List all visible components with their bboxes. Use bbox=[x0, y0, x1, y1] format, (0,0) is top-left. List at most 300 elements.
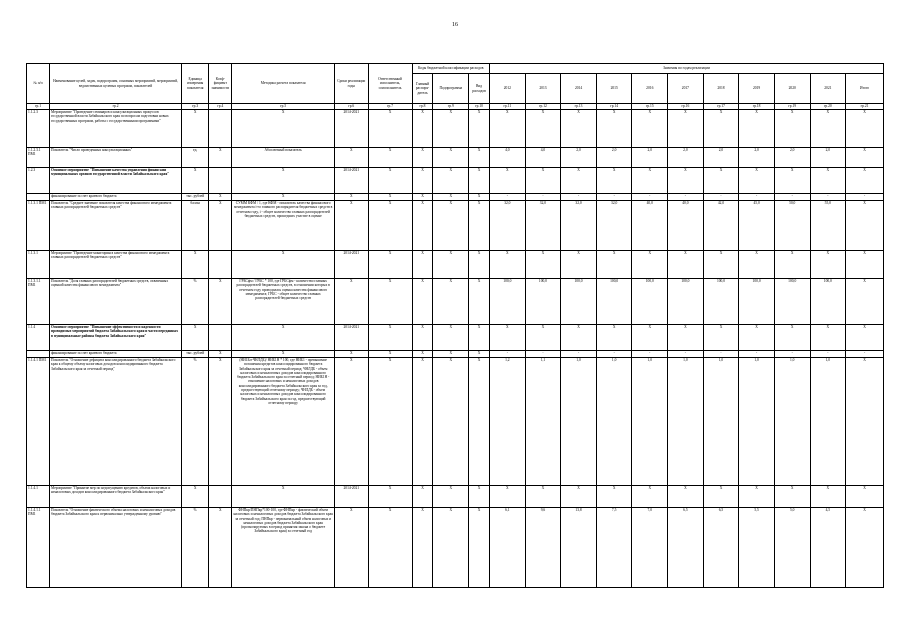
row-cell: 2,0 bbox=[632, 148, 668, 168]
row-cell: X bbox=[469, 201, 490, 251]
row-method: X bbox=[232, 110, 335, 148]
table-row bbox=[27, 486, 884, 508]
row-cell: X bbox=[469, 194, 490, 201]
row-cell: X bbox=[433, 110, 469, 148]
row-method: ФНПкр/ПНПкр*100-100, где ФНПкр - фактический объем налоговых и неналоговых доходов бюджета Забайкальского края за отчетный год; ПНПкр - первоначальный объем налоговых и неналоговых доходов бюджета Забайкальского края (прогнозируемых в период принятия закона о бюджете Забайкальского края) за отчетный год bbox=[232, 508, 335, 588]
row-cell: 9,6 bbox=[525, 508, 561, 588]
row-number: 1.2.3 bbox=[27, 168, 50, 194]
row-cell bbox=[209, 168, 232, 194]
column-number: гр.9 bbox=[433, 104, 469, 110]
row-cell: X bbox=[632, 486, 668, 508]
row-cell: X bbox=[846, 251, 884, 279]
table-row bbox=[27, 325, 884, 351]
row-cell: - bbox=[739, 351, 775, 358]
row-cell: X bbox=[632, 325, 668, 351]
row-cell: X bbox=[739, 486, 775, 508]
program-indicators-table bbox=[26, 63, 884, 588]
column-number: гр.13 bbox=[561, 104, 597, 110]
column-number: гр.19 bbox=[774, 104, 810, 110]
row-cell: X bbox=[632, 168, 668, 194]
table-row bbox=[27, 148, 884, 168]
row-cell: X bbox=[182, 110, 209, 148]
row-cell: 7,0 bbox=[632, 508, 668, 588]
row-cell: - bbox=[525, 351, 561, 358]
row-cell: X bbox=[469, 325, 490, 351]
row-cell: - bbox=[703, 351, 739, 358]
row-cell: X bbox=[368, 351, 412, 358]
row-cell: 100,0 bbox=[774, 279, 810, 325]
row-cell: X bbox=[632, 251, 668, 279]
row-cell: X bbox=[368, 325, 412, 351]
header-year: 2015 bbox=[596, 74, 632, 104]
header-budget-col: Подпрограмма bbox=[433, 74, 469, 104]
row-cell: 1,2 bbox=[490, 358, 526, 486]
row-cell: X bbox=[668, 110, 704, 148]
row-cell: 2014-2021 bbox=[335, 251, 369, 279]
row-cell: X bbox=[368, 201, 412, 251]
row-cell: - bbox=[846, 351, 884, 358]
row-cell: X bbox=[335, 358, 369, 486]
row-cell: - bbox=[774, 194, 810, 201]
row-cell: X bbox=[368, 168, 412, 194]
table-row bbox=[27, 194, 884, 201]
header-year: 2012 bbox=[490, 74, 526, 104]
header-year: 2019 bbox=[739, 74, 775, 104]
row-cell: 4,0 bbox=[525, 148, 561, 168]
row-cell: X bbox=[561, 325, 597, 351]
row-method: X bbox=[232, 325, 335, 351]
column-number: гр.5 bbox=[232, 104, 335, 110]
row-cell: - bbox=[632, 194, 668, 201]
row-cell: X bbox=[561, 110, 597, 148]
row-cell: X bbox=[412, 201, 433, 251]
row-cell: X bbox=[703, 251, 739, 279]
row-cell: 1,0 bbox=[596, 358, 632, 486]
row-cell: X bbox=[525, 251, 561, 279]
row-cell: X bbox=[433, 358, 469, 486]
row-cell: X bbox=[774, 168, 810, 194]
row-name: финансирование за счет краевого бюджета bbox=[50, 351, 182, 358]
row-cell: X bbox=[209, 508, 232, 588]
row-cell: X bbox=[335, 508, 369, 588]
row-cell: X bbox=[368, 251, 412, 279]
table-row bbox=[27, 508, 884, 588]
row-cell: - bbox=[490, 194, 526, 201]
row-cell: X bbox=[668, 325, 704, 351]
row-cell: X bbox=[846, 325, 884, 351]
row-cell: X bbox=[739, 168, 775, 194]
row-cell: 2014-2021 bbox=[335, 110, 369, 148]
row-cell: X bbox=[209, 201, 232, 251]
row-cell: X bbox=[335, 148, 369, 168]
row-cell: X bbox=[469, 486, 490, 508]
row-cell: - bbox=[668, 194, 704, 201]
column-number: гр.4 bbox=[209, 104, 232, 110]
row-cell: X bbox=[561, 251, 597, 279]
row-name: Показатель "Отношение фактического объема налоговых и неналоговых доходов бюджета Забайкальского края к первоначально утвержденному уровню" bbox=[50, 508, 182, 588]
row-cell: X bbox=[209, 279, 232, 325]
row-cell: X bbox=[368, 194, 412, 201]
row-cell: X bbox=[668, 486, 704, 508]
header-year: 2016 bbox=[632, 74, 668, 104]
row-cell: - bbox=[596, 194, 632, 201]
table-row bbox=[27, 351, 884, 358]
row-number: 1.1.4.1 bbox=[27, 486, 50, 508]
row-cell: X bbox=[525, 486, 561, 508]
header-values-by-year: Значения по годам реализации bbox=[490, 64, 884, 74]
row-cell: X bbox=[561, 486, 597, 508]
column-number: гр.6 bbox=[335, 104, 369, 110]
row-cell: X bbox=[632, 110, 668, 148]
row-cell: 1,0 bbox=[632, 358, 668, 486]
row-number: 1.1.3.1 bbox=[27, 251, 50, 279]
row-cell: 6,1 bbox=[490, 508, 526, 588]
row-cell: X bbox=[490, 486, 526, 508]
header-year: 2018 bbox=[703, 74, 739, 104]
row-number: 1.1.4 bbox=[27, 325, 50, 351]
row-cell: X bbox=[209, 351, 232, 358]
header-executor: Ответственный исполнитель, соисполнитель bbox=[368, 64, 412, 104]
row-cell: X bbox=[209, 194, 232, 201]
row-cell: X bbox=[596, 325, 632, 351]
row-cell: 2,0 bbox=[739, 148, 775, 168]
column-number: гр.11 bbox=[490, 104, 526, 110]
row-number bbox=[27, 351, 50, 358]
row-cell: 5,5 bbox=[739, 508, 775, 588]
table-row bbox=[27, 251, 884, 279]
row-cell: 6,5 bbox=[703, 508, 739, 588]
row-cell: X bbox=[433, 251, 469, 279]
row-cell: 100,0 bbox=[703, 279, 739, 325]
row-cell: X bbox=[490, 110, 526, 148]
row-cell: тыс. рублей bbox=[182, 351, 209, 358]
row-cell: X bbox=[810, 110, 846, 148]
row-cell: X bbox=[774, 251, 810, 279]
row-number: 1.1.2.3 bbox=[27, 110, 50, 148]
header-term: Сроки реализации годы bbox=[335, 64, 369, 104]
row-cell: 4,0 bbox=[490, 148, 526, 168]
row-cell: X bbox=[846, 201, 884, 251]
header-year: 2020 bbox=[774, 74, 810, 104]
row-cell: - bbox=[846, 194, 884, 201]
row-cell: X bbox=[368, 148, 412, 168]
row-cell: X bbox=[846, 148, 884, 168]
table-row bbox=[27, 201, 884, 251]
row-cell: - bbox=[561, 351, 597, 358]
row-cell: X bbox=[525, 110, 561, 148]
row-cell: 100,0 bbox=[810, 279, 846, 325]
row-cell: X bbox=[703, 110, 739, 148]
row-cell: - bbox=[810, 351, 846, 358]
row-cell: X bbox=[433, 168, 469, 194]
header-budget-col: Главный распоря-дитель bbox=[412, 74, 433, 104]
page-number: 16 bbox=[452, 22, 458, 28]
row-cell: - bbox=[525, 194, 561, 201]
row-cell: X bbox=[846, 358, 884, 486]
row-method: ГРБСфм / ГРБС * 100, где ГРБСфм - количество главных распорядителей бюджетных средств, в отношении которых в отчетном году проводилась оценка качества финансового менеджмента; ГРБС - общее количество главных распорядителей бюджетных средств bbox=[232, 279, 335, 325]
row-cell: X bbox=[469, 148, 490, 168]
row-cell: - bbox=[739, 194, 775, 201]
row-cell bbox=[209, 251, 232, 279]
row-cell bbox=[209, 110, 232, 148]
row-name: Показатель "Доля главных распорядителей бюджетных средств, охваченных оценкой качества финансового менеджмента" bbox=[50, 279, 182, 325]
row-cell: X bbox=[596, 251, 632, 279]
row-cell: 5,0 bbox=[774, 508, 810, 588]
row-cell: X bbox=[368, 508, 412, 588]
row-cell: 32,0 bbox=[561, 201, 597, 251]
column-number: гр.2 bbox=[50, 104, 182, 110]
row-cell: X bbox=[525, 325, 561, 351]
row-cell: - bbox=[774, 351, 810, 358]
row-cell: X bbox=[596, 168, 632, 194]
row-cell: X bbox=[412, 168, 433, 194]
row-number bbox=[27, 194, 50, 201]
row-cell: X bbox=[335, 351, 369, 358]
header-unit: Единица измерения показателя bbox=[182, 64, 209, 104]
row-cell: 42,0 bbox=[703, 201, 739, 251]
row-method: Абсолютный показатель bbox=[232, 148, 335, 168]
header-total: Итого bbox=[846, 74, 884, 104]
row-cell: X bbox=[412, 110, 433, 148]
column-number: гр.3 bbox=[182, 104, 209, 110]
row-cell: X bbox=[182, 251, 209, 279]
row-cell: 45,0 bbox=[739, 201, 775, 251]
row-cell: X bbox=[433, 201, 469, 251]
row-cell: X bbox=[182, 168, 209, 194]
row-cell: 100,0 bbox=[525, 279, 561, 325]
column-number: гр.17 bbox=[703, 104, 739, 110]
row-number: 1.1.4.1 ПМ1 bbox=[27, 358, 50, 486]
row-cell: 1,0 bbox=[739, 358, 775, 486]
column-number: гр.7 bbox=[368, 104, 412, 110]
row-cell: 100,0 bbox=[596, 279, 632, 325]
row-cell: 7,5 bbox=[596, 508, 632, 588]
header-year: 2017 bbox=[668, 74, 704, 104]
row-cell: X bbox=[412, 508, 433, 588]
column-number: гр.14 bbox=[596, 104, 632, 110]
row-cell: X bbox=[596, 486, 632, 508]
row-cell: X bbox=[209, 358, 232, 486]
row-cell: X bbox=[810, 325, 846, 351]
row-cell: X bbox=[490, 168, 526, 194]
row-cell: 2,0 bbox=[774, 148, 810, 168]
row-cell: 1,0 bbox=[810, 358, 846, 486]
row-cell: X bbox=[561, 168, 597, 194]
row-cell: 2014-2021 bbox=[335, 486, 369, 508]
row-cell: X bbox=[469, 279, 490, 325]
row-cell: X bbox=[774, 325, 810, 351]
row-cell: 32,0 bbox=[525, 201, 561, 251]
row-cell: X bbox=[469, 168, 490, 194]
column-number: гр.15 bbox=[632, 104, 668, 110]
table-row bbox=[27, 110, 884, 148]
table-row bbox=[27, 358, 884, 486]
row-cell: 100,0 bbox=[561, 279, 597, 325]
row-cell: 1,0 bbox=[561, 358, 597, 486]
row-cell bbox=[209, 486, 232, 508]
row-cell: X bbox=[810, 168, 846, 194]
row-cell: 1,1 bbox=[525, 358, 561, 486]
header-year: 2013 bbox=[525, 74, 561, 104]
header-name: Наименование целей, задач, подпрограмм, основных мероприятий, мероприятий, ведомственных целевых программ, показателей bbox=[50, 64, 182, 104]
header-year: 2014 bbox=[561, 74, 597, 104]
table-row bbox=[27, 279, 884, 325]
row-cell: X bbox=[846, 486, 884, 508]
row-method: X bbox=[232, 251, 335, 279]
row-cell: 100,0 bbox=[632, 279, 668, 325]
row-number: 1.1.4.1.1 ПМ1 bbox=[27, 508, 50, 588]
row-cell: 1,0 bbox=[774, 358, 810, 486]
column-number: гр.18 bbox=[739, 104, 775, 110]
table-body bbox=[27, 110, 884, 588]
row-cell: X bbox=[846, 279, 884, 325]
row-cell: 2,0 bbox=[596, 148, 632, 168]
row-name: Мероприятие "Проведение семинаров и консультационных процессов государственной власти Забайкальского края по вопросам подготовки новых государственных программ, работы с государственными программами" bbox=[50, 110, 182, 148]
row-cell: - bbox=[703, 194, 739, 201]
row-cell: 55,0 bbox=[810, 201, 846, 251]
row-cell: X bbox=[490, 325, 526, 351]
row-cell: X bbox=[412, 325, 433, 351]
row-number: 1.1.2.3.1 ПМ1 bbox=[27, 148, 50, 168]
header-budget-col: Вид расходов bbox=[469, 74, 490, 104]
row-cell: X bbox=[433, 325, 469, 351]
row-cell: X bbox=[668, 168, 704, 194]
row-method: X bbox=[232, 351, 335, 358]
row-cell: X bbox=[469, 358, 490, 486]
row-cell: X bbox=[846, 168, 884, 194]
row-cell: X bbox=[525, 168, 561, 194]
row-cell: X bbox=[703, 168, 739, 194]
column-number: гр.12 bbox=[525, 104, 561, 110]
row-cell bbox=[209, 325, 232, 351]
row-cell: X bbox=[412, 194, 433, 201]
header-budget-codes: Коды бюджетной классификации расходов bbox=[412, 64, 490, 74]
row-cell: X bbox=[469, 351, 490, 358]
column-number: гр.8 bbox=[412, 104, 433, 110]
row-cell: X bbox=[739, 251, 775, 279]
row-cell: X bbox=[668, 251, 704, 279]
row-method: X bbox=[232, 194, 335, 201]
row-cell: X bbox=[433, 148, 469, 168]
row-cell: 40,0 bbox=[668, 201, 704, 251]
row-cell: - bbox=[668, 351, 704, 358]
row-cell: 100,0 bbox=[668, 279, 704, 325]
row-cell: X bbox=[774, 486, 810, 508]
row-name: Показатель "Отношение дефицита консолидированного бюджета Забайкальского края к общему объему налоговых доходов консолидированного бюджета Забайкальского края за отчетный период" bbox=[50, 358, 182, 486]
row-cell: X bbox=[368, 279, 412, 325]
row-cell: 32,0 bbox=[490, 201, 526, 251]
row-cell: X bbox=[469, 110, 490, 148]
row-name: Показатель "Среднее значение показателя качества финансового менеджмента главных распорядителей бюджетных средств" bbox=[50, 201, 182, 251]
row-cell: 100,0 bbox=[739, 279, 775, 325]
header-method: Методика расчета показателя bbox=[232, 64, 335, 104]
row-cell: 2,0 bbox=[810, 148, 846, 168]
row-name: Основное мероприятие "Повышение качества управления финансами муниципальных органов государственной власти Забайкальского края" bbox=[50, 168, 182, 194]
row-cell: 100,0 bbox=[490, 279, 526, 325]
row-cell: - bbox=[632, 351, 668, 358]
row-cell: X bbox=[368, 110, 412, 148]
table-row bbox=[27, 168, 884, 194]
row-method: (НИ1Бп-ЧНЛДБ)/ НИБ1Н * 100, где НИБ1 - превышение погашения кредитов консолидированного бюджета Забайкальского края за отчетный период; ЧНЛДБ - объем налоговых и неналоговых доходов консолидированного бюджета Забайкальского края за отчетный период; НИБ1Н - отношение налоговых и неналоговых доходов консолидированного бюджета Забайкальского края за год, предшествующий отчетному периоду; ЧНЛДБ - объем налоговых и неналоговых доходов консолидированного бюджета Забайкальского края за год, предшествующий отчетному периоду bbox=[232, 358, 335, 486]
row-cell: X bbox=[412, 358, 433, 486]
row-cell: X bbox=[412, 148, 433, 168]
row-cell: X bbox=[182, 325, 209, 351]
row-cell: X bbox=[368, 358, 412, 486]
row-number: 1.1.3.1.1 ПМ1 bbox=[27, 279, 50, 325]
row-cell: X bbox=[810, 251, 846, 279]
row-name: Мероприятие "Принятие мер по недопущению кредитов, объема налоговых и неналоговых доходов консолидированного бюджета Забайкальского края" bbox=[50, 486, 182, 508]
row-number: 1.1.3.1 ПМ1 bbox=[27, 201, 50, 251]
header-coefficient: Коэф-фициент значимости bbox=[209, 64, 232, 104]
row-cell: 6,5 bbox=[668, 508, 704, 588]
column-number: гр.10 bbox=[469, 104, 490, 110]
row-cell: X bbox=[433, 279, 469, 325]
row-cell: X bbox=[469, 251, 490, 279]
row-cell: X bbox=[209, 148, 232, 168]
row-name: Мероприятие "Проведение мониторинга качества финансового менеджмента главных распорядителей бюджетных средств" bbox=[50, 251, 182, 279]
row-cell: 1,0 bbox=[703, 358, 739, 486]
row-cell: X bbox=[368, 486, 412, 508]
row-cell: X bbox=[412, 351, 433, 358]
column-number: гр.16 bbox=[668, 104, 704, 110]
row-cell: X bbox=[335, 194, 369, 201]
header-number: № п/п bbox=[27, 64, 50, 104]
row-cell: X bbox=[469, 508, 490, 588]
row-cell: X bbox=[810, 486, 846, 508]
row-cell: X bbox=[433, 508, 469, 588]
row-cell: - bbox=[490, 351, 526, 358]
row-cell: X bbox=[739, 110, 775, 148]
column-number: гр.1 bbox=[27, 104, 50, 110]
row-name: Основное мероприятие "Повышение эффективности и надежности проводимых мероприятий бюджета Забайкальского края и части переданных в муниципальные районы бюджета Забайкальского края" bbox=[50, 325, 182, 351]
column-number: гр.20 bbox=[810, 104, 846, 110]
row-method: X bbox=[232, 486, 335, 508]
row-cell: - bbox=[596, 351, 632, 358]
row-cell: - bbox=[561, 194, 597, 201]
row-cell: 32,0 bbox=[596, 201, 632, 251]
row-cell: тыс. рублей bbox=[182, 194, 209, 201]
row-cell: X bbox=[335, 279, 369, 325]
row-cell: 2014-2021 bbox=[335, 325, 369, 351]
row-cell: % bbox=[182, 508, 209, 588]
row-cell: 13,8 bbox=[561, 508, 597, 588]
row-cell: баллы bbox=[182, 201, 209, 251]
row-cell: X bbox=[596, 110, 632, 148]
row-cell: 2,0 bbox=[668, 148, 704, 168]
row-cell: - bbox=[810, 194, 846, 201]
row-method: СУММ КФМ / 1, где КФМ - показатель качества финансового менеджмента i-го главного распорядителя бюджетных средств в отчетном году, i - общее количество главных распорядителей бюджетных средств, прошедших участие в оценке bbox=[232, 201, 335, 251]
row-cell: 50,0 bbox=[774, 201, 810, 251]
row-cell: X bbox=[490, 251, 526, 279]
row-cell: X bbox=[703, 325, 739, 351]
row-cell: 2,0 bbox=[703, 148, 739, 168]
column-number: гр.21 bbox=[846, 104, 884, 110]
row-cell: % bbox=[182, 358, 209, 486]
row-cell: 2014-2021 bbox=[335, 168, 369, 194]
row-cell: 4,5 bbox=[810, 508, 846, 588]
row-cell: 40,0 bbox=[632, 201, 668, 251]
row-cell: X bbox=[739, 325, 775, 351]
row-cell: X bbox=[846, 508, 884, 588]
row-cell: 2,0 bbox=[561, 148, 597, 168]
row-cell: X bbox=[774, 110, 810, 148]
row-cell: % bbox=[182, 279, 209, 325]
row-cell: X bbox=[433, 194, 469, 201]
row-cell: X bbox=[412, 251, 433, 279]
row-cell: ед. bbox=[182, 148, 209, 168]
row-name: Показатель "Число проведенных консультационных" bbox=[50, 148, 182, 168]
row-cell: X bbox=[703, 486, 739, 508]
